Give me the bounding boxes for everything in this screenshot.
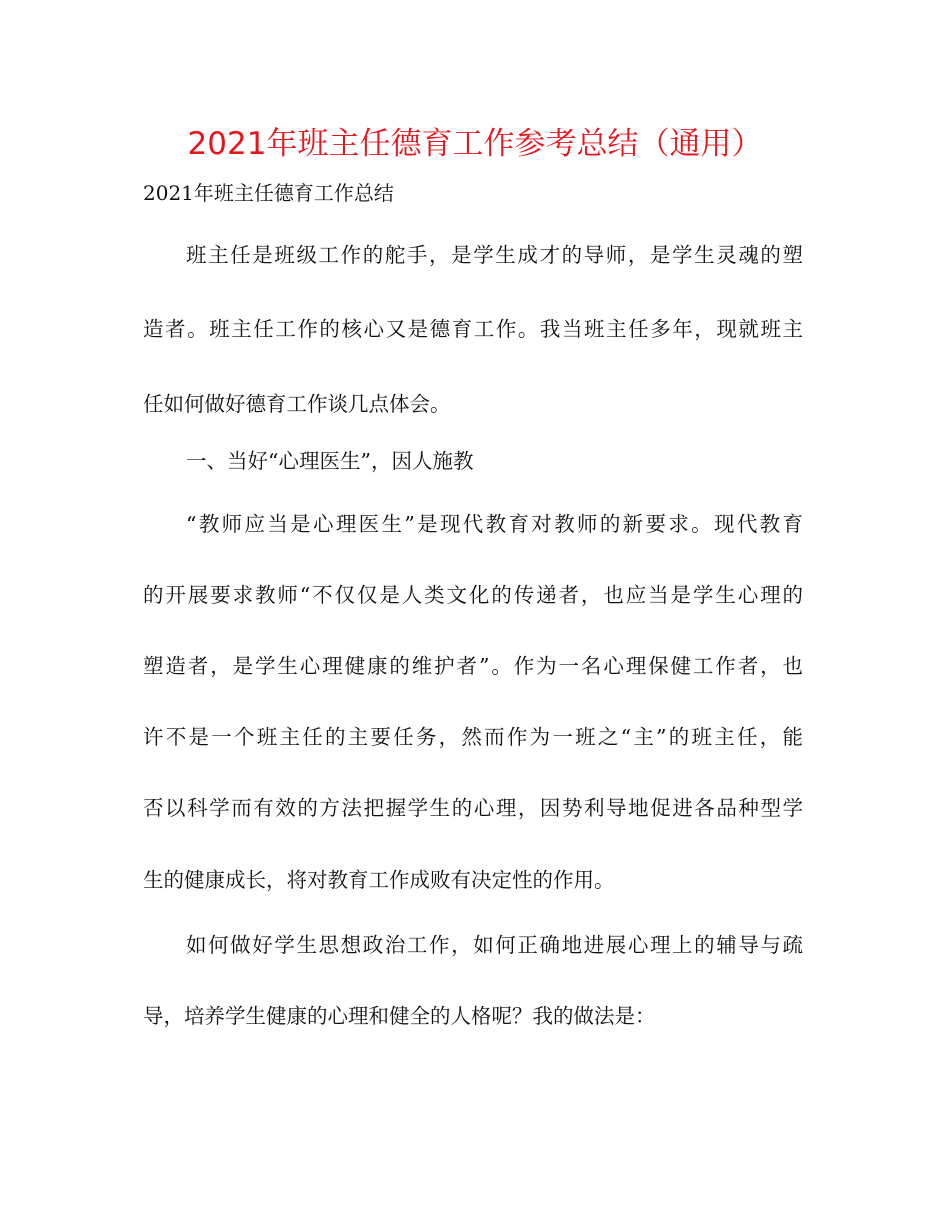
paragraph-line: 班主任是班级工作的舵手，是学生成才的导师，是学生灵魂的塑 [186,243,803,267]
paragraph-line: 否以科学而有效的方法把握学生的心理，因势利导地促进各品种型学 [143,796,803,820]
paragraph-line: 塑造者，是学生心理健康的维护者”。作为一名心理保健工作者，也 [143,654,803,678]
paragraph-line: 导，培养学生健康的心理和健全的人格呢？我的做法是： [143,1004,656,1028]
paragraph-line: 任如何做好德育工作谈几点体会。 [143,392,451,416]
section-heading: 一、当好“心理医生”，因人施教 [186,449,474,473]
paragraph-line: 许不是一个班主任的主要任务，然而作为一班之“主”的班主任，能 [143,725,803,749]
paragraph-line: 生的健康成长，将对教育工作成败有决定性的作用。 [143,868,615,892]
paragraph-line: “教师应当是心理医生”是现代教育对教师的新要求。现代教育 [186,512,803,536]
document-title: 2021年班主任德育工作参考总结（通用） [187,126,763,162]
paragraph-line: 如何做好学生思想政治工作，如何正确地进展心理上的辅导与疏 [186,933,803,957]
paragraph-line: 造者。班主任工作的核心又是德育工作。我当班主任多年，现就班主 [143,317,803,341]
paragraph-line: 的开展要求教师“不仅仅是人类文化的传递者，也应当是学生心理的 [143,583,803,607]
document-subtitle: 2021年班主任德育工作总结 [143,181,394,205]
